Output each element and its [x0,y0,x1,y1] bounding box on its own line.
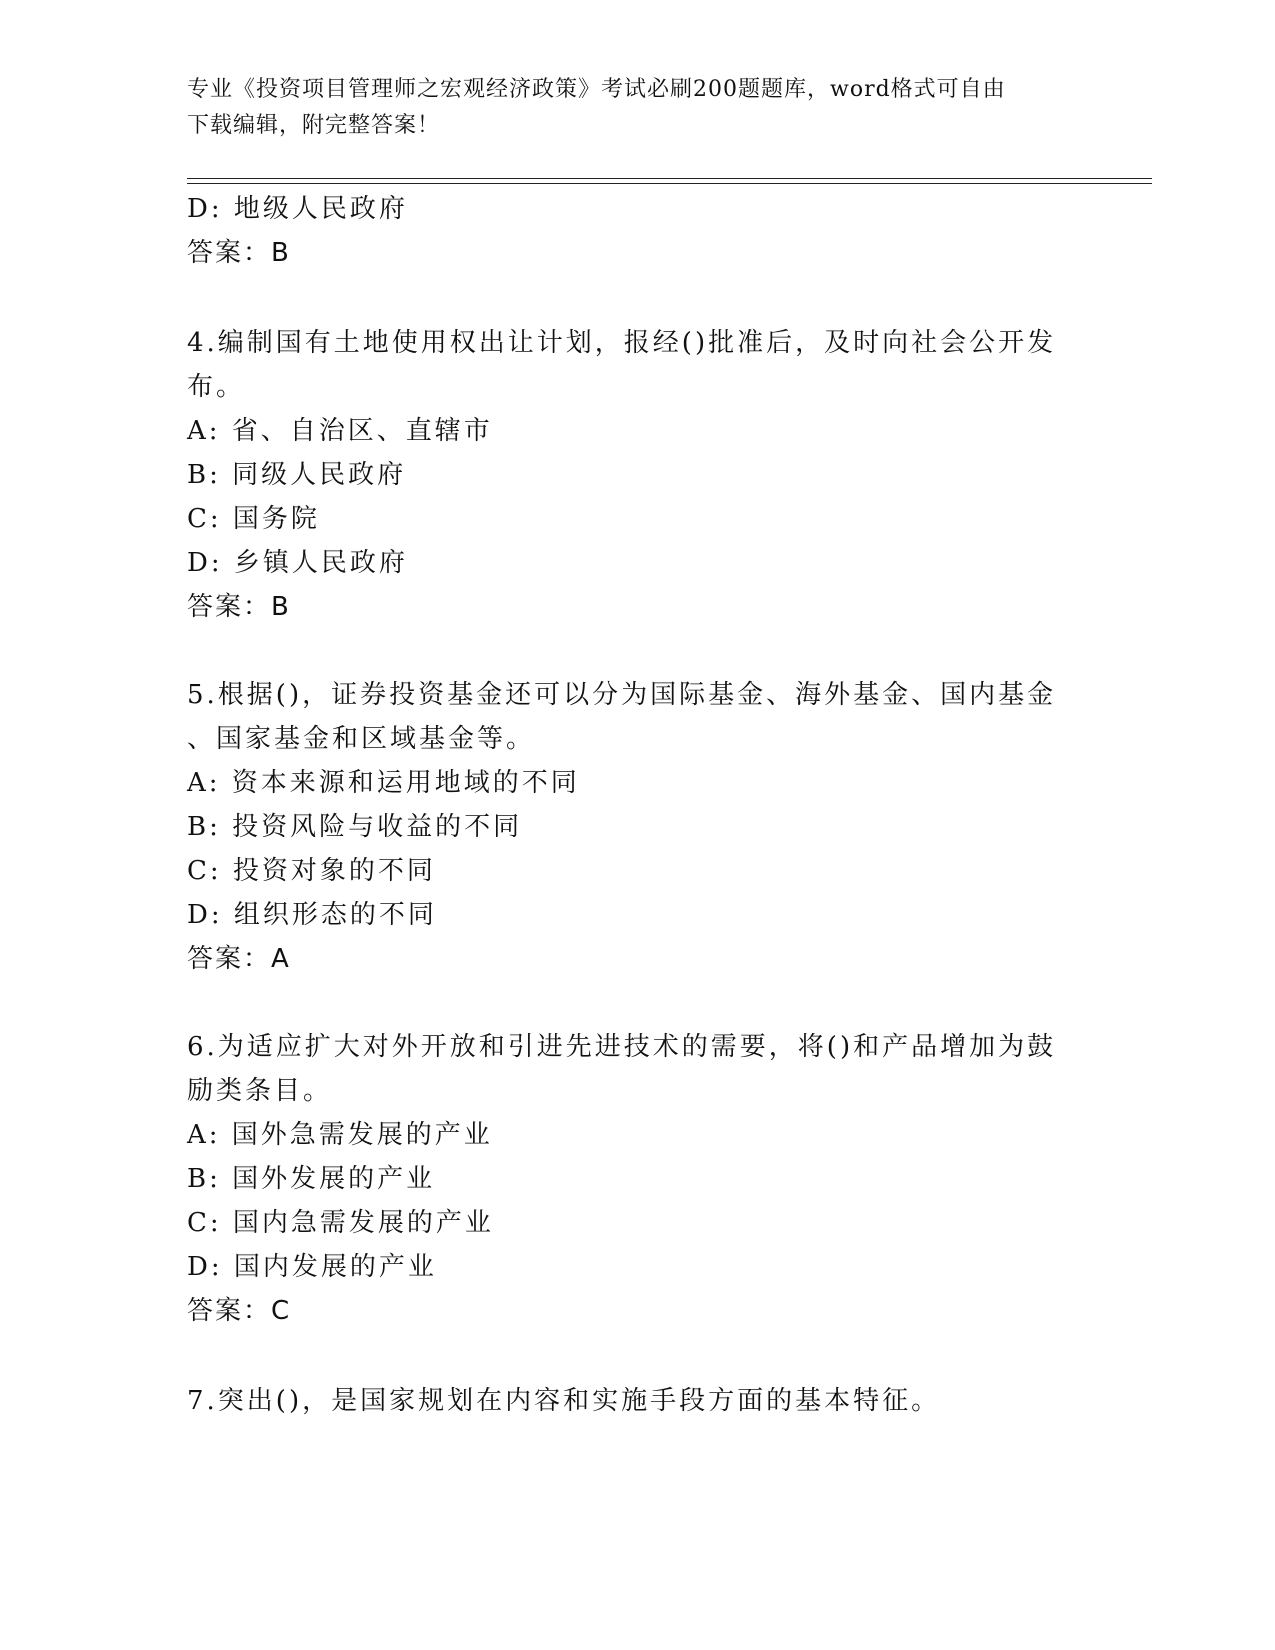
q5-option-b: B: 投资风险与收益的不同 [187,812,523,842]
prev-option-d: D: 地级人民政府 [187,194,408,224]
header-rule-top [187,178,1152,179]
q7-stem-line-1: 7.突出()，是国家规划在内容和实施手段方面的基本特征。 [187,1386,941,1416]
q4-answer: 答案：B [187,592,291,622]
q4-option-a: A: 省、自治区、直辖市 [187,416,493,446]
q6-option-c: C: 国内急需发展的产业 [187,1208,494,1238]
q5-option-a: A: 资本来源和运用地域的不同 [187,768,580,798]
q6-option-a: A: 国外急需发展的产业 [187,1120,493,1150]
q6-stem-line-2: 励类条目。 [187,1076,333,1106]
q4-stem-line-2: 布。 [187,372,246,402]
q5-option-d: D: 组织形态的不同 [187,900,437,930]
q5-stem-line-1: 5.根据()，证券投资基金还可以分为国际基金、海外基金、国内基金 [187,680,1057,710]
header-line-1: 专业《投资项目管理师之宏观经济政策》考试必刷200题题库，word格式可自由 [187,77,1006,102]
q6-option-b: B: 国外发展的产业 [187,1164,436,1194]
q4-stem-line-1: 4.编制国有土地使用权出让计划，报经()批准后，及时向社会公开发 [187,328,1057,358]
q5-option-c: C: 投资对象的不同 [187,856,436,886]
q5-stem-line-2: 、国家基金和区域基金等。 [187,724,536,754]
document-header [187,72,1067,144]
header-rule-bottom [187,183,1152,184]
q4-option-d: D: 乡镇人民政府 [187,548,408,578]
q5-answer: 答案：A [187,944,291,974]
q4-option-b: B: 同级人民政府 [187,460,407,490]
q6-stem-line-1: 6.为适应扩大对外开放和引进先进技术的需要，将()和产品增加为鼓 [187,1032,1057,1062]
header-line-2: 下载编辑，附完整答案！ [187,113,441,138]
q6-answer: 答案：C [187,1296,292,1326]
q4-option-c: C: 国务院 [187,504,320,534]
q6-option-d: D: 国内发展的产业 [187,1252,437,1282]
prev-answer: 答案：B [187,238,291,268]
